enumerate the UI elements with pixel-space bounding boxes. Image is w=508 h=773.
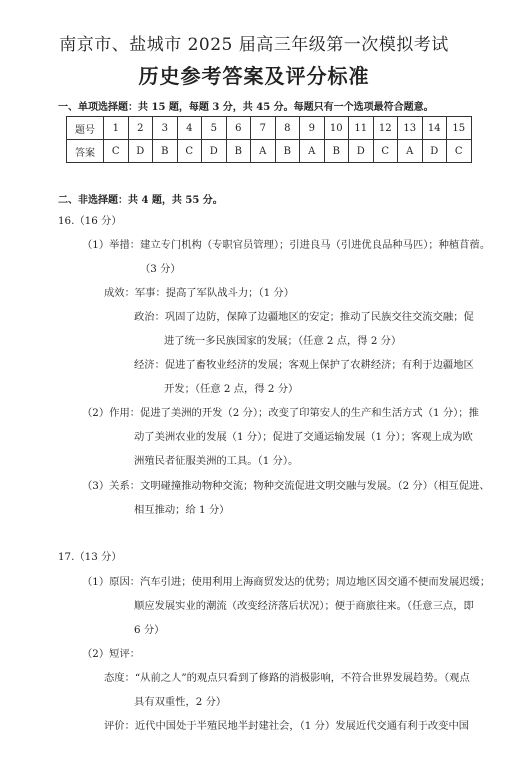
table-cell: A [300, 140, 325, 163]
table-cell: 4 [177, 117, 202, 140]
q16-part1-line: 成效：军事：提高了军队战斗力；（1 分） [104, 287, 295, 299]
q16-part2-line: 洲殖民者征服美洲的工具。（1 分）。 [134, 455, 299, 467]
q16-part2-line: 动了美洲农业的发展（1 分）；促进了交通运输发展（1 分）；客观上成为欧 [134, 431, 473, 443]
table-cell: 6 [226, 117, 251, 140]
q17-part1-line: 6 分） [134, 624, 165, 636]
q16-part1-line: 进了统一多民族国家的发展；（任意 2 点，得 2 分） [164, 335, 402, 347]
table-cell: B [226, 140, 251, 163]
q16-part1-line: 经济：促进了畜牧业经济的发展；客观上保护了农耕经济；有利于边疆地区 [134, 359, 474, 371]
answer-table [66, 116, 472, 163]
q17-part2-line: 具有双重性，2 分） [134, 696, 227, 708]
q17-part2-line: 态度：“从前之人”的观点只看到了修路的消极影响，不符合世界发展趋势。（观点 [104, 672, 470, 684]
row-label-numbers: 题号 [67, 117, 104, 140]
table-cell: 13 [398, 117, 423, 140]
q16-part2-line: （2）作用：促进了美洲的开发（2 分）；改变了印第安人的生产和生活方式（1 分）；推 [82, 407, 479, 419]
q16-part1-line: （3 分） [140, 263, 181, 275]
table-cell: B [153, 140, 178, 163]
table-cell: C [104, 140, 129, 163]
q17-part1-line: 顺应发展实业的潮流（改变经济落后状况）；便于商旅往来。（任意三点，即 [134, 600, 474, 612]
q17-part1-line: （1）原因：汽车引进；使用利用上海商贸发达的优势；周边地区因交通不便而发展迟缓； [82, 576, 491, 588]
table-cell: 3 [153, 117, 178, 140]
table-cell: B [324, 140, 349, 163]
table-cell: C [177, 140, 202, 163]
table-cell: D [422, 140, 447, 163]
exam-title: 南京市、盐城市 2025 届高三年级第一次模拟考试 [59, 35, 449, 55]
table-cell: 14 [422, 117, 447, 140]
table-cell: 9 [300, 117, 325, 140]
table-cell: 12 [373, 117, 398, 140]
q16-part1-line: 开发；（任意 2 点，得 2 分） [164, 383, 299, 395]
table-row [67, 117, 472, 140]
table-cell: 10 [324, 117, 349, 140]
q16-part1-line: （1）举措：建立专门机构（专职官员管理）；引进良马（引进优良品种马匹）；种植苜蓿。 [82, 239, 491, 251]
question-17-heading: 17.（13 分） [58, 551, 122, 563]
table-cell: D [128, 140, 153, 163]
table-cell: D [349, 140, 374, 163]
section-1-heading: 一、单项选择题：共 15 题，每题 3 分，共 45 分。每题只有一个选项最符合题意。 [58, 102, 434, 113]
q16-part1-line: 政治：巩固了边防，保障了边疆地区的安定；推动了民族交往交流交融；促 [134, 311, 474, 323]
document-subtitle: 历史参考答案及评分标准 [138, 64, 370, 88]
question-16-heading: 16.（16 分） [58, 215, 122, 227]
table-cell: C [447, 140, 472, 163]
table-row [67, 140, 472, 163]
section-2-heading: 二、非选择题：共 4 题，共 55 分。 [58, 195, 223, 206]
table-cell: C [373, 140, 398, 163]
table-cell: 15 [447, 117, 472, 140]
table-cell: A [251, 140, 276, 163]
table-cell: 1 [104, 117, 129, 140]
table-cell: 11 [349, 117, 374, 140]
table-cell: 8 [275, 117, 300, 140]
row-label-answers: 答案 [67, 140, 104, 163]
table-cell: B [275, 140, 300, 163]
table-cell: 2 [128, 117, 153, 140]
q17-part2-line: （2）短评： [82, 648, 141, 660]
q16-part3-line: （3）关系：文明碰撞推动物种交流；物种交流促进文明交融与发展。（2 分）（相互促进、 [82, 480, 490, 492]
q17-part2-line: 评价：近代中国处于半殖民地半封建社会，（1 分）发展近代交通有利于改变中国 [104, 720, 470, 732]
table-cell: 5 [202, 117, 227, 140]
table-cell: D [202, 140, 227, 163]
q16-part3-line: 相互推动；给 1 分） [134, 504, 230, 516]
table-cell: 7 [251, 117, 276, 140]
table-cell: A [398, 140, 423, 163]
